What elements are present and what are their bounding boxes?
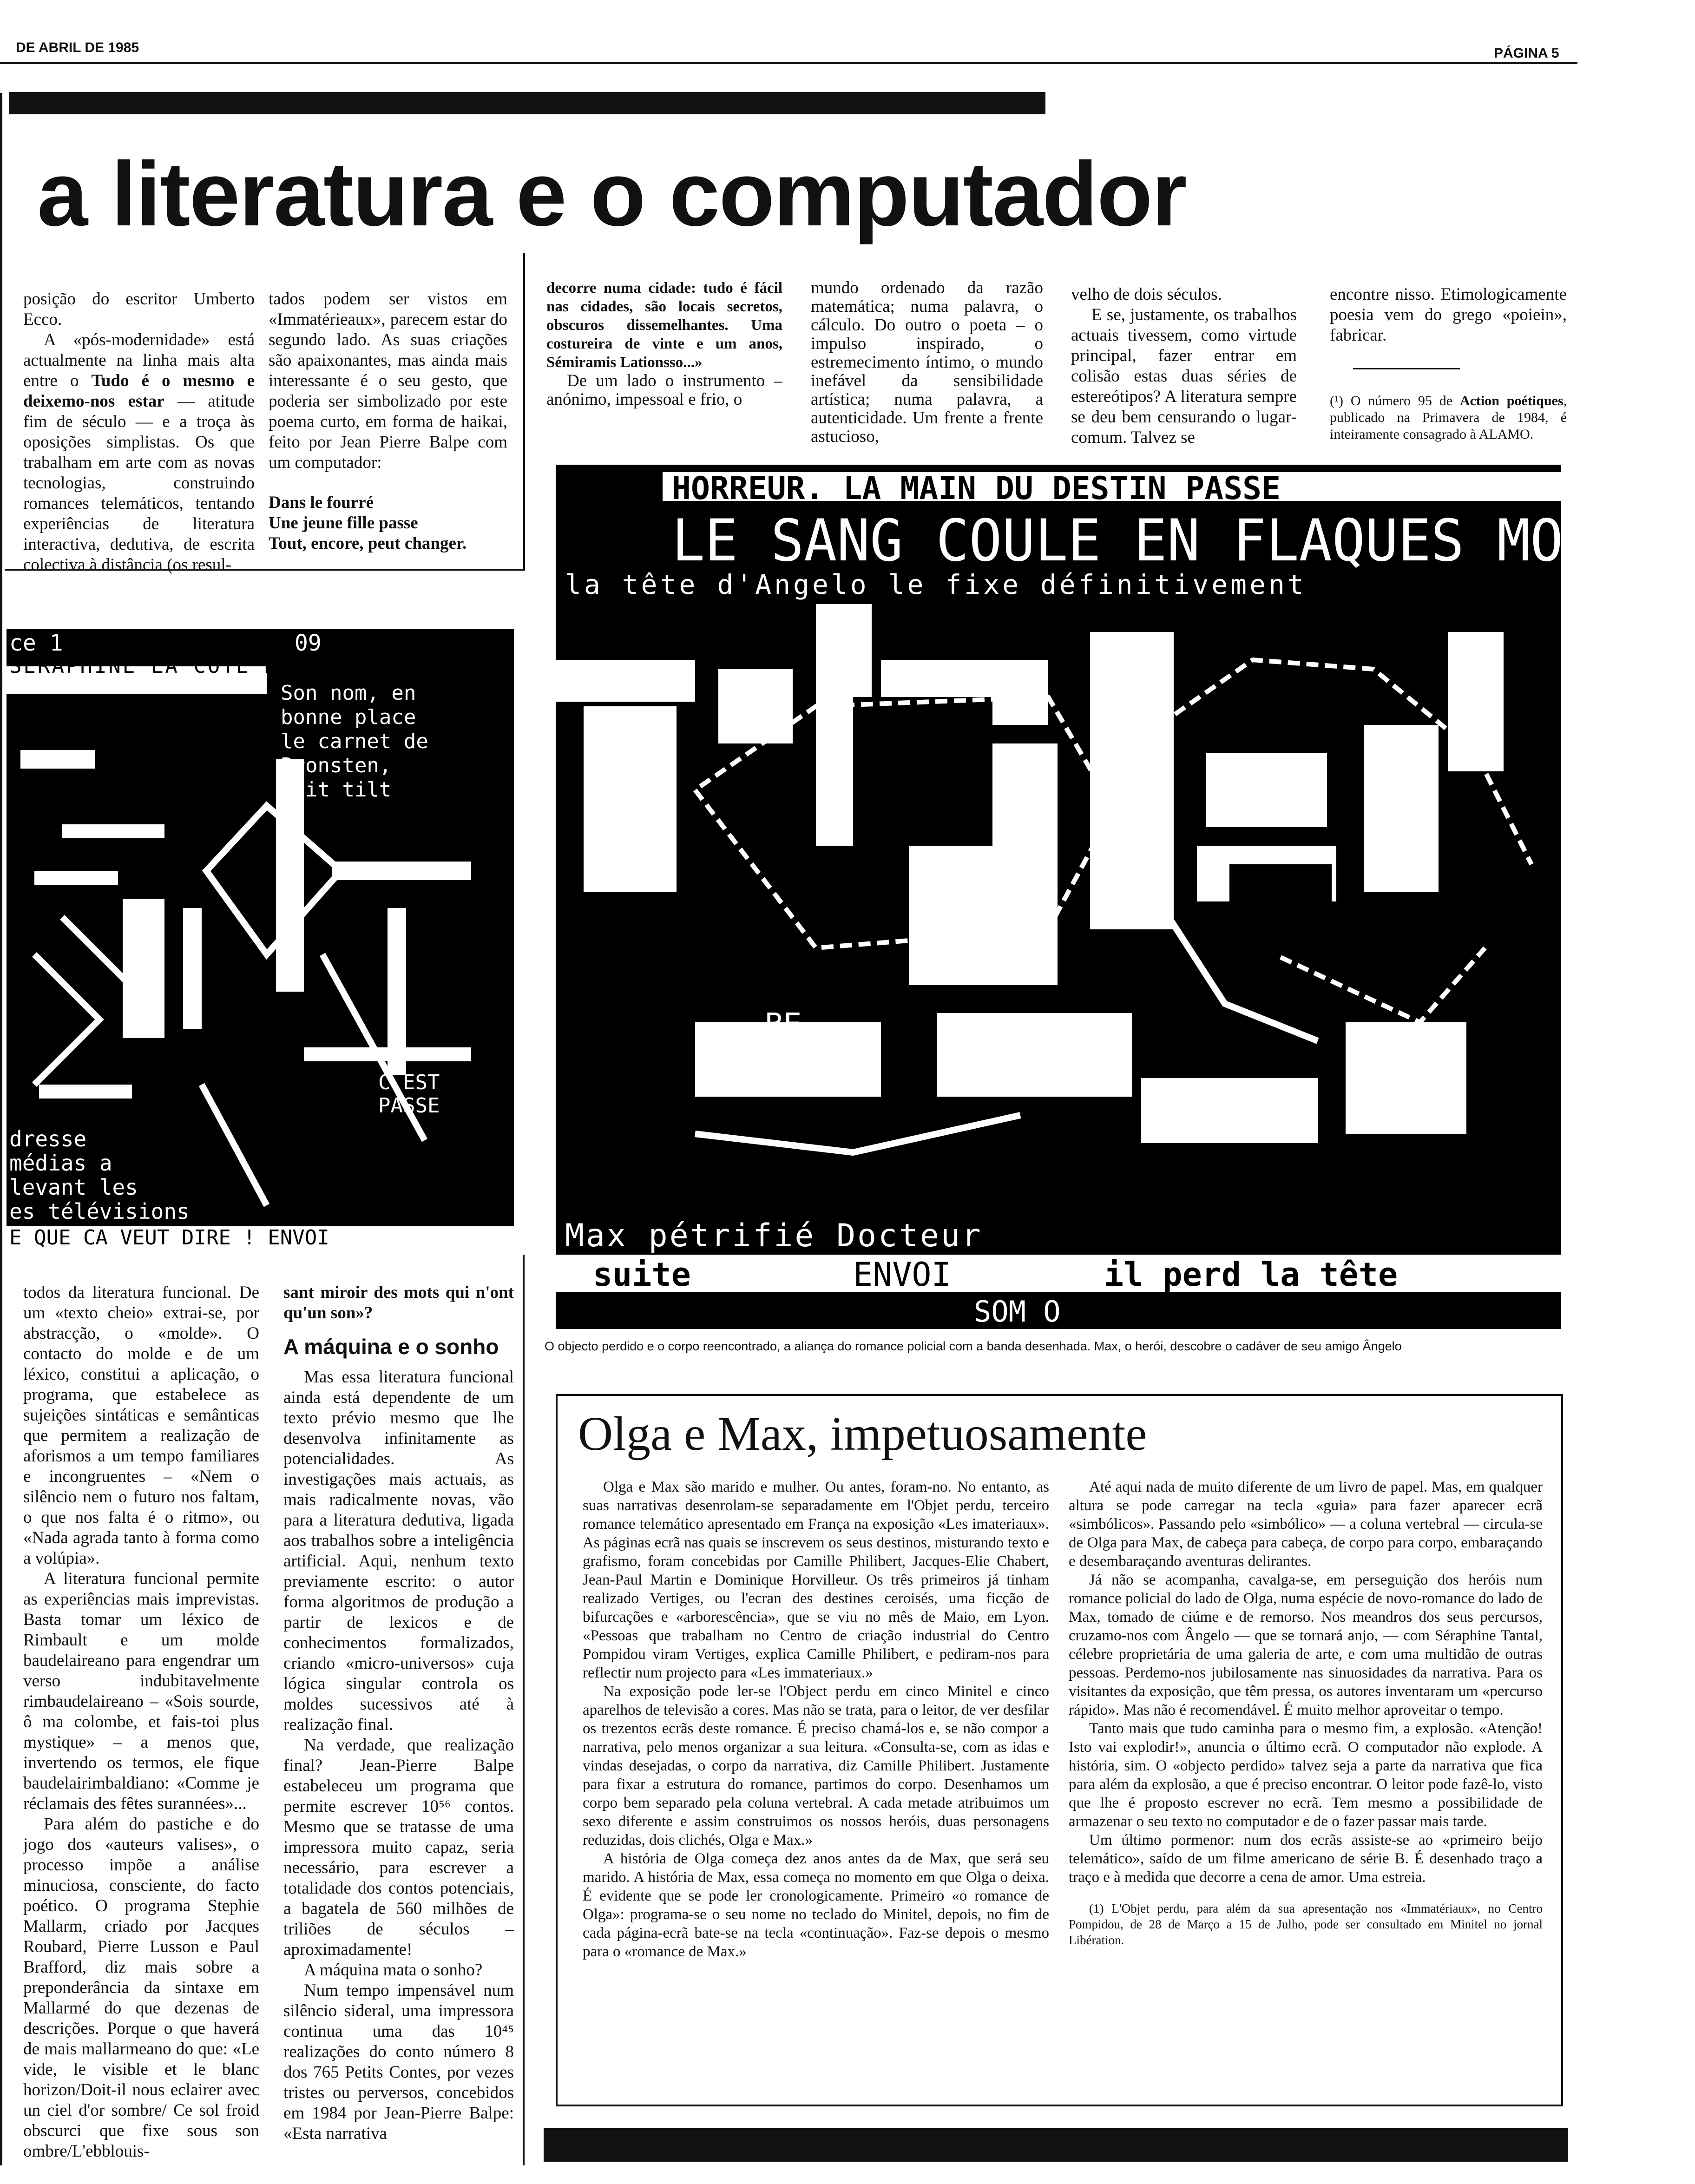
screen-left-line-14: E QUE CA VEUT DIRE ! ENVOI: [9, 1226, 329, 1250]
screen-right-line-3: la tête d'Angelo le fixe définitivement: [565, 569, 1307, 600]
screen-left-line-1: ce 1: [9, 630, 63, 656]
top-c5-p2: E se, justamente, os trabalhos actuais tivessem, como virtude principal, fazer entrar em colisão estas duas séries de estereótipos? A literatura sempre se deu bem censurando o lugar-comum. Talvez se: [1071, 305, 1297, 447]
top-c3-p2: De um lado o instrumento – anónimo, impessoal e frio, o: [546, 371, 782, 409]
bottom-c1-p3: Para além do pastiche e do jogo dos «auteurs valises», o processo impõe a análise minuciosa, consciente, do facto poético. O programa Stephie Mallarm, criado por Jacques Roubard, Pierre Lusson e Paul Brafford, diz mais sobre a preponderância da sintaxe em Mallarmé do que dezenas de descrições. Porque o que haverá de mais mallarmeano do que: «Le vide, le visible et le blanc horizon/Doit-il nous eclairer avec un ciel d'or sombre/ Ce sol froid obscurci que fixe sous son ombre/L'ebblouis-: [23, 1815, 259, 2161]
olga-c1-p2: Na exposição pode ler-se l'Object perdu em cinco Minitel e cinco aparelhos de televisão a cores. Mas não se trata, para o leitor, de ver desfilar os trezentos ecrãs deste romance. É preciso chamá-los e, se não compor a narrativa, pelo menos organizar a sua leitura. «Consulta-se, com as idas e vindas desejadas, o corpo da narrativa, diz Camille Philibert. Justamente para fixar a estrutura do romance, partimos do corpo. Desenhamos um corpo bem separado pela coluna vertebral. A cada metade atribuimos um sexo diferente e assim construimos os nossos heróis, duas personagens reduzidas, dois clichés, Olga e Max.»: [583, 1683, 1049, 1849]
top-c1-p1: posição do escritor Umberto Ecco.: [23, 289, 255, 329]
olga-c2-p1: Até aqui nada de muito diferente de um livro de papel. Mas, em qualquer altura se pode carregar na tecla «guia» para fazer aparecer ecrã «simbólicos». Passando pelo «simbólico» — a coluna vertebral — circula-se de Olga para Max, de cabeça para cabeça, de corpo para corpo, embaraçando e desembaraçando aventuras delirantes.: [1069, 1479, 1543, 1570]
screen-left-line-4: bonne place: [281, 705, 416, 729]
top-c1-p2a: A «pós-modernidade» está actualmente na linha mais alta entre o: [23, 330, 255, 390]
olga-c2-p2: Já não se acompanha, cavalga-se, em perseguição dos heróis num romance policial do lado de Olga, numa espécie de novo-romance do lado de Max, tomado de ciúme e de remorso. Nos meandros dos seus percursos, cruzamo-nos com Ângelo — que se tornará anjo, — com Séraphine Tantal, célebre proprietária de uma galeria de arte, e com uma multidão de outras pessoas. Perdemo-nos jubilosamente nas sinuosidades da narrativa. Para os visitantes da exposição, que têm pressa, os autores inventaram um «percurso rápido». Mas não é recomendável. É muito melhor aproveitar o tempo.: [1069, 1572, 1543, 1718]
top-column-3: [546, 279, 782, 409]
top-c2-p1: tados podem ser vistos em «Immatérieaux», parecem estar do segundo lado. As suas criações são apaixonantes, mas ainda mais interessante é o seu gesto, que poderia ser simbolizado por este poema curto, em forma de haikai, feito por Jean Pierre Balpe com um computador:: [269, 289, 507, 472]
top-column-1: [23, 289, 255, 575]
bottom-column-1: [23, 1283, 259, 2162]
screen-right-line-6: suite: [593, 1256, 691, 1294]
top-column-4: [811, 279, 1043, 446]
olga-c1-p1: Olga e Max são marido e mulher. Ou antes, foram-no. No entanto, as suas narrativas desenrolam-se separadamente em l'Objet perdu, terceiro romance telemático apresentado em França na exposição «Les imateriaux». As páginas ecrã nas quais se inscrevem os seus destinos, misturando texto e grafismo, foram concebidas por Camille Philibert, Jacques-Elie Chabert, Jean-Paul Martin e Dominique Horvilleur. Os três primeiros já tinham realizado Vertiges, ou l'ecran des destines ceroisés, uma ficção de bifurcações e «arborescência», que se viu no mês de Maio, em Lyon. «Pessoas que trabalham no Centro de criação industrial do Centro Pompidou viram Vertiges, explica Camille Philibert, e pediram-nos para reflectir num projecto para «Les immateriaux.»: [583, 1479, 1049, 1681]
screen-right-line-4: BE: [765, 1006, 802, 1042]
screen-image-right: [556, 465, 1695, 1329]
top-footnote-b: Action poétiques: [1459, 393, 1564, 408]
screen-left-line-12: levant les: [9, 1175, 138, 1200]
olga-c2-p4: Um último pormenor: num dos ecrãs assiste-se ao «primeiro beijo telemático», saído de um filme americano de série B. É desenhado traço a traço e à medida que decorre a cena de amor. Uma estreia.: [1069, 1832, 1543, 1886]
screen-right-line-1: HORREUR. LA MAIN DU DESTIN PASSE: [672, 470, 1281, 507]
bottom-c1-p1: todos da literatura funcional. De um «texto cheio» extrai-se, por abstracção, o «molde». O contacto do molde e de um léxico, constitui a aplicação, o programa, que estabelece as sujeições sintáticas e semânticas que permitem a realização de aforismos a um tempo familiares e incongruentes – «Nem o silêncio nem o futuro nos faltam, o que nos falta é o ritmo», ou «Nada agrada tanto à forma como a volúpia».: [23, 1283, 259, 1568]
top-c5-p1: velho de dois séculos.: [1071, 285, 1222, 304]
headline-bar: [9, 92, 1045, 114]
screen-right-line-9: SOM O: [974, 1295, 1061, 1329]
top-column-5: [1071, 284, 1297, 448]
footer-bar: [544, 2128, 1568, 2162]
olga-c1-p3: A história de Olga começa dez anos antes da de Max, que será seu marido. A história de Max, essa começa no momento em que Olga o deixa. É evidente que se pode ler cronologicamente. Primeiro «o romance de Olga»: programa-se o seu nome no teclado do Minitel, depois, no fim de cada página-ecrã bate-se na tecla «continuação». Faz-se depois o mesmo para o «romance de Max.»: [583, 1850, 1049, 1960]
top-c3-p1: decorre numa cidade: tudo é fácil nas cidades, são locais secretos, obscuros dissemelhantes. Uma costureira de vinte e um anos, Sémiramis Lationsso...»: [546, 280, 782, 371]
screen-left-number: 09: [295, 630, 322, 656]
screen-right-line-2: LE SANG COULE EN FLAQUES MOLLES: [672, 507, 1695, 574]
screen-left-line-6: Bronsten,: [281, 754, 392, 777]
haikai-line-2: Une jeune fille passe: [269, 513, 418, 533]
screen-right-line-5: Max pétrifié Docteur: [565, 1217, 983, 1254]
haikai-line-3: Tout, encore, peut changer.: [269, 534, 467, 553]
headline: a literatura e o computador: [37, 143, 1186, 245]
bottom-column-2: [283, 1283, 514, 2144]
screen-image-left: [7, 629, 514, 1252]
top-footnote-a: O número 95 de: [1350, 393, 1460, 408]
bottom-c2-p2: Na verdade, que realização final? Jean-Pierre Balpe estabeleceu um programa que permite escrever 10⁵⁶ contos. Mesmo que se tratasse de uma impressora muito capaz, seria necessário, para escrever a totalidade dos contos potenciais, a bagatela de 560 milhões de triliões de séculos – aproximadamente!: [283, 1736, 514, 1959]
photo-caption: O objecto perdido e o corpo reencontrado, a aliança do romance policial com a banda desenhada. Max, o herói, descobre o cadáver de seu amigo Ângelo: [545, 1339, 1402, 1353]
header-date: DE ABRIL DE 1985: [16, 40, 139, 55]
olga-column-2: [1069, 1478, 1543, 1948]
screen-left-line-10: dresse: [9, 1126, 87, 1151]
page-number: PÁGINA 5: [1494, 46, 1559, 61]
top-footnote: [1330, 393, 1567, 443]
screen-left-line-3: Son nom, en: [281, 681, 416, 705]
haikai-line-1: Dans le fourré: [269, 493, 374, 512]
top-c4-p1: mundo ordenado da razão matemática; numa palavra, o cálculo. Do outro o poeta – o impulso inspirado, o estremecimento íntimo, o mundo inefável da sensibilidade artística; numa palavra, a autenticidade. Um frente a frente astucioso,: [811, 278, 1043, 446]
olga-c2-p3: Tanto mais que tudo caminha para o mesmo fim, a explosão. «Atenção! Isto vai explodir!», anuncia o último ecrã. O computador não explode. A história, sim. O «objecto perdido» talvez seja a parte da narrativa que fica para além da explosão, a que é preciso encontrar. O leitor pode fazê-lo, visto que lhe é proposto escrever no ecrã. Tem mesmo a possibilidade de armazenar o seu texto no computador e de o fazer passar mais tarde.: [1069, 1720, 1543, 1830]
bottom-c2-p1: Mas essa literatura funcional ainda está dependente de um texto prévio mesmo que lhe desenvolva infinitamente as potencialidades. As investigações mais actuais, as mais radicalmente novas, vão para a literatura dedutiva, ligada aos trabalhos sobre a inteligência artificial. Aqui, nenhum texto previamente escrito: o autor forma algoritmos de produção a partir de lexicos e de conhecimentos formalizados, criando «micro-universos» cuja lógica singular controla os moldes sucessivos até à realização final.: [283, 1368, 514, 1734]
bottom-c2-top: sant miroir des mots qui n'ont qu'un son»?: [283, 1283, 514, 1322]
screen-left-line-9: PASSE: [378, 1094, 440, 1118]
top-footnote-marker: (¹): [1330, 393, 1343, 408]
bottom-c2-p3: A máquina mata o sonho?: [304, 1960, 483, 1980]
screen-left-line-2: SÉRAPHINE LA COTE D'AMOUR: [9, 654, 364, 678]
bottom-c1-p2: A literatura funcional permite as experiências mais imprevistas. Basta tomar um léxico de Rimbault e um molde baudelaireano para engendrar um verso indubitavelmente rimbaudelaireano – «Sois sourde, ô ma colombe, et fais-toi plus mystique» – a menos que, invertendo os termos, ele fique baudelairimbaldiano: «Comme je réclamais des fêtes surannées»...: [23, 1569, 259, 1813]
screen-left-line-7: fait tilt: [281, 778, 392, 802]
olga-title: Olga e Max, impetuosamente: [578, 1407, 1147, 1460]
top-c1-p2: [23, 330, 255, 575]
screen-left-line-13: es télévisions: [9, 1199, 190, 1224]
top-c1-p2b: Tudo é o mesmo e deixemo-nos estar: [23, 371, 255, 411]
subhead-maquina-sonho: A máquina e o sonho: [283, 1335, 499, 1359]
top-footnote-c: , publicado na Primavera de 1984, é inteiramente consagrado à ALAMO.: [1330, 393, 1567, 442]
top-c1-p2c: — atitude fim de século — e a troça às oposições simplistas. Os que trabalham em arte com as novas tecnologias, construindo romances telemáticos, tentando experiências de literatura interactiva, dedutiva, de escrita colectiva à distância (os resul-: [23, 392, 255, 574]
olga-footnote: (1) L'Objet perdu, para além da sua apresentação nos «Immatériaux», no Centro Pompidou, de 28 de Março a 15 de Julho, pode ser consultado em Minitel no jornal Libération.: [1069, 1901, 1543, 1947]
top-column-6: [1330, 284, 1567, 443]
screen-left-line-11: médias a: [9, 1151, 112, 1176]
screen-right-line-8: il perd la tête: [1104, 1256, 1398, 1294]
top-c6-p1: encontre nisso. Etimologicamente poesia vem do grego «poiein», fabricar.: [1330, 285, 1567, 345]
screen-right-line-7: ENVOI: [853, 1256, 951, 1294]
olga-column-1: [583, 1478, 1049, 1961]
screen-left-line-5: le carnet de: [281, 730, 428, 753]
top-column-2: [269, 289, 507, 554]
header-rule: [0, 62, 1577, 64]
bottom-c2-p4: Num tempo impensável num silêncio sideral, uma impressora continua uma das 10⁴⁵ realizações do conto número 8 dos 765 Petits Contes, por vezes tristes ou perversos, concebidos em 1984 por Jean-Pierre Balpe: «Esta narrativa: [283, 1981, 514, 2143]
screen-left-line-8: C EST: [378, 1071, 440, 1094]
